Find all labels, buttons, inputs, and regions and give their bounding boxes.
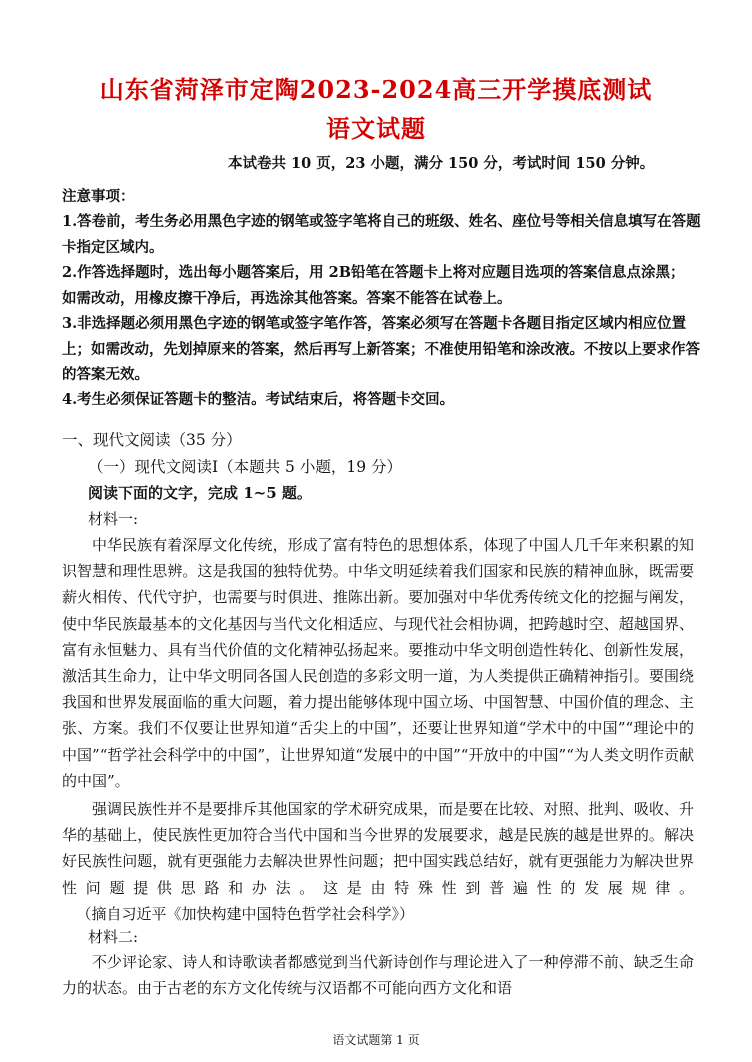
material-1-source: （摘自习近平《加快构建中国特色哲学社会科学》） xyxy=(84,904,415,923)
notice-item-4: 4.考生必须保证答题卡的整洁。考试结束后，将答题卡交回。 xyxy=(62,391,455,408)
material-1-paragraph-2 xyxy=(62,796,694,927)
exam-title: 山东省菏泽市定陶2023-2024高三开学摸底测试 xyxy=(99,75,653,104)
notice-item-2: 2.作答选择题时，选出每小题答案后，用 2B铅笔在答题卡上将对应题目选项的答案信息点涂黑； 如需改动，用橡皮擦干净后，再选涂其他答案。答案不能答在试卷上。 xyxy=(62,264,685,307)
subsection-title: （一）现代文阅读Ⅰ（本题共 5 小题，19 分） xyxy=(88,458,402,476)
material-1-paragraph-1: 中华民族有着深厚文化传统，形成了富有特色的思想体系，体现了中国人几千年来积累的知识智慧和理性思辨。这是我国的独特优势。中华文明延续着我们国家和民族的精神血脉，既需要薪火相传、代代守护，也需要与时俱进、推陈出新。要加强对中华优秀传统文化的挖掘与阐发，使中华民族最基本的文化基因与当代文化相适应、与现代社会相协调，把跨越时空、超越国界、富有永恒魅力、具有当代价值的文化精神弘扬起来。要推动中华文明创造性转化、创新性发展，激活其生命力，让中华文明同各国人民创造的多彩文明一道，为人类提供正确精神指引。要围绕我国和世界发展面临的重大问题，着力提出能够体现中国立场、中国智慧、中国价值的理念、主张、方案。我们不仅要让世界知道“舌尖上的中国”，还要让世界知道“学术中的中国”“理论中的中国”“哲学社会科学中的中国”，让世界知道“发展中的中国”“开放中的中国”“为人类文明作贡献的中国”。 xyxy=(62,536,694,790)
section-title: 一、现代文阅读（35 分） xyxy=(62,431,242,449)
notice-item-1: 1.答卷前，考生务必用黑色字迹的钢笔或签字笔将自己的班级、姓名、座位号等相关信息填写在答题卡指定区域内。 xyxy=(62,213,701,256)
exam-info: 本试卷共 10 页，23 小题，满分 150 分，考试时间 150 分钟。 xyxy=(228,155,655,172)
material-2-label: 材料二: xyxy=(88,928,139,946)
exam-subtitle: 语文试题 xyxy=(326,114,426,143)
page-footer: 语文试题第 1 页 xyxy=(332,1033,420,1047)
material-2-paragraph-1: 不少评论家、诗人和诗歌读者都感觉到当代新诗创作与理论进入了一种停滞不前、缺乏生命力的状态。由于古老的东方文化传统与汉语都不可能向西方文化和语 xyxy=(62,953,694,998)
material-1-paragraph-2-text: 强调民族性并不是要排斥其他国家的学术研究成果，而是要在比较、对照、批判、吸收、升华的基础上，使民族性更加符合当代中国和当今世界的发展要求，越是民族的越是世界的。解决好民族性问题，就有更强能力去解决世界性问题；把中国实践总结好，就有更强能力为解决世界性问题提供思路和办法。这是由特殊性到普遍性的发展规律。 xyxy=(62,800,694,897)
notice-item-3: 3.非选择题必须用黑色字迹的钢笔或签字笔作答，答案必须写在答题卡各题目指定区域内相应位置上；如需改动，先划掉原来的答案，然后再写上新答案；不准使用铅笔和涂改液。不按以上要求作答的答案无效。 xyxy=(62,315,700,383)
reading-instruction: 阅读下面的文字，完成 1~5 题。 xyxy=(88,484,312,502)
material-1-label: 材料一: xyxy=(88,510,139,528)
notice-title: 注意事项： xyxy=(62,188,135,205)
